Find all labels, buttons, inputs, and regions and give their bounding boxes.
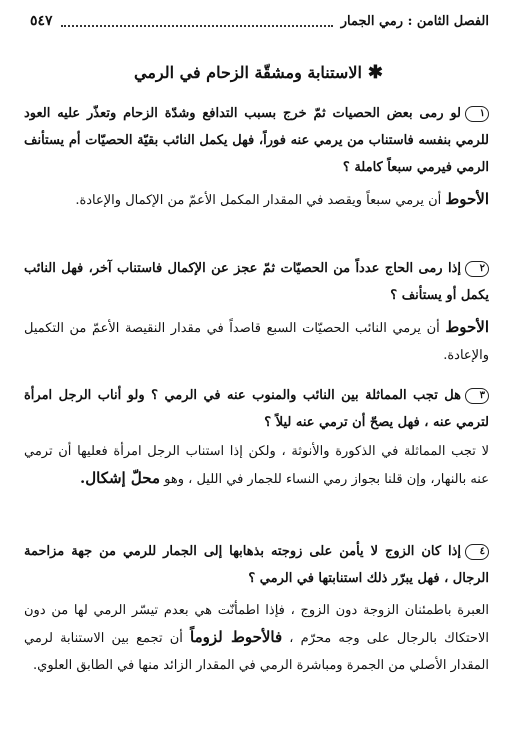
question-1 bbox=[24, 100, 489, 181]
section-title: الاستنابة ومشقّة الزحام في الرمي bbox=[133, 63, 362, 82]
answer-2 bbox=[24, 314, 489, 369]
answer-text: أن يرمي سبعاً ويقصد في المقدار المكمل الأعمّ من الإكمال والإعادة. bbox=[75, 193, 446, 208]
answer-text: لا تجب المماثلة في الذكورة والأنوثة ، ولكن إذا استناب الرجل امرأة فعليها أن ترمي عنه بالنهار، وإن قلنا بجواز رمي النساء للجمار في الليل ، وهو bbox=[24, 444, 489, 487]
answer-1 bbox=[24, 186, 489, 214]
question-text: هل تجب المماثلة بين النائب والمنوب عنه في الرمي ؟ ولو أناب الرجل امرأة لترمي عنه ، فهل يصحّ أن ترمي عنه ليلاً ؟ bbox=[24, 388, 489, 430]
question-4 bbox=[24, 538, 489, 592]
question-text: إذا كان الزوج لا يأمن على زوجته بذهابها إلى الجمار للرمي من جهة مزاحمة الرجال ، فهل يبرّر ذلك استنابتها في الرمي ؟ bbox=[24, 544, 489, 586]
answer-text: العبرة باطمئنان الزوجة دون الزوج ، فإذا اطمأنّت هي بعدم تيسّر الرمي لها من دون الاحتكاك بالرجال على وجه محرّم ، bbox=[24, 603, 489, 646]
answer-3 bbox=[24, 438, 489, 493]
answer-keyword: فالأحوط لزوماً bbox=[190, 628, 283, 646]
answer-keyword: الأحوط bbox=[445, 190, 489, 208]
section-heading bbox=[0, 62, 517, 83]
answer-keyword: الأحوط bbox=[445, 318, 489, 336]
star-icon: ✱ bbox=[367, 62, 383, 83]
question-text: إذا رمى الحاج عدداً من الحصيّات ثمّ عجز عن الإكمال فاستناب آخر، فهل النائب يكمل أو يستأنف ؟ bbox=[24, 261, 489, 303]
page-number: ٥٤٧ bbox=[30, 13, 53, 29]
running-header bbox=[30, 10, 489, 32]
answer-4 bbox=[24, 597, 489, 679]
chapter-title: الفصل الثامن : رمي الجمار bbox=[340, 13, 489, 29]
question-number-badge: ٢ bbox=[465, 261, 489, 277]
question-text: لو رمى بعض الحصيات ثمّ خرج بسبب التدافع وشدّة الزحام وتعذّر عليه العود للرمي بنفسه فاستناب من يرمي عنه فوراً، فهل يكمل النائب بقيّة الحصيّات أم يستأنف الرمي فيرمي سبعاً كاملة ؟ bbox=[24, 106, 489, 175]
answer-text-tail: أن تجمع بين الاستنابة لرمي المقدار الأصلي من الجمرة ومباشرة الرمي في المقدار الزائد منها في الطابق العلوي. bbox=[24, 631, 489, 673]
header-dotted-leader bbox=[61, 15, 333, 27]
question-number-badge: ١ bbox=[465, 106, 489, 122]
question-number-badge: ٣ bbox=[465, 388, 489, 404]
answer-text: أن يرمي النائب الحصيّات السبع قاصداً في مقدار النقيصة الأعمّ من التكميل والإعادة. bbox=[24, 321, 489, 363]
answer-keyword: محلّ إشكال. bbox=[80, 469, 161, 487]
question-number-badge: ٤ bbox=[465, 544, 489, 560]
question-3 bbox=[24, 382, 489, 436]
question-2 bbox=[24, 255, 489, 309]
